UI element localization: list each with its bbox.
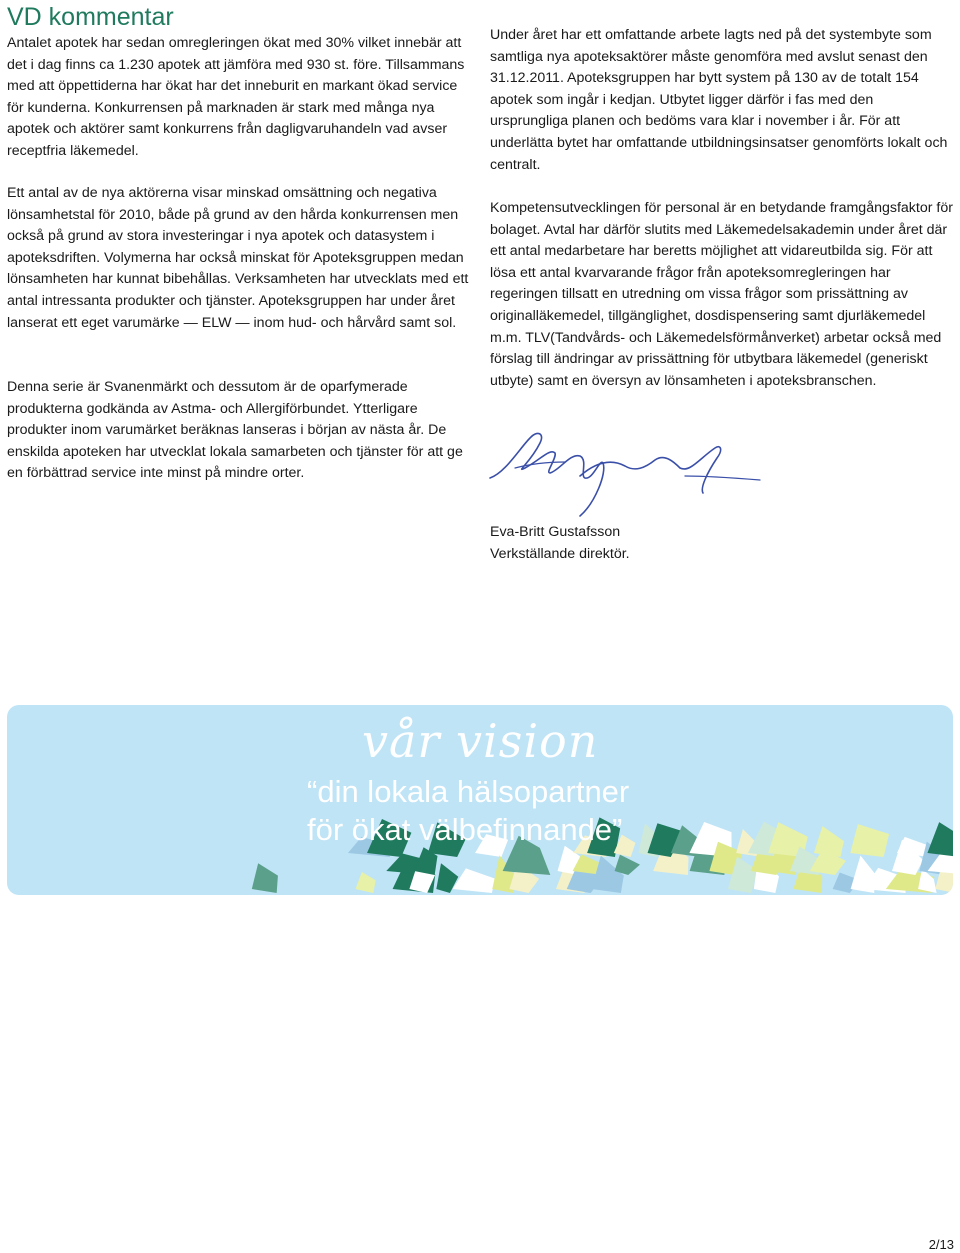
mosaic-tile <box>927 822 953 857</box>
mosaic-tile <box>252 863 278 893</box>
vision-slogan-line-2: för ökat välbefinnande” <box>307 812 623 847</box>
mosaic-tile <box>453 868 495 893</box>
left-paragraph-2: Ett antal av de nya aktörerna visar minskad omsättning och negativa lönsamhetstal för 2010, både på grund av den hårda konkurrensen men också på grund av stora investeringar i nya apotek och datasystem i apoteksdriften. Volymerna har också minskat för Apoteksgruppen medan lönsamheten har kunnat bibehållas. Verksamheten har utvecklats med ett antal intressanta produkter och tjänster. Apoteksgruppen har under året lanserat ett eget varumärke — ELW — inom hud- och hårvård samt sol. <box>7 185 469 331</box>
vision-banner <box>7 705 953 895</box>
page-title: VD kommentar <box>7 3 174 31</box>
signatory-role: Verkställande direktör. <box>490 546 630 562</box>
signatory-name: Eva-Britt Gustafsson <box>490 524 621 540</box>
handwritten-signature <box>485 418 765 518</box>
right-paragraph-1: Under året har ett omfattande arbete lagts ned på det systembyte som samtliga nya apoteksaktörer måste genomföra med avslut senast den 31.12.2011. Apoteksgruppen har bytt system på 130 av de totalt 154 apotek som ingår i kedjan. Utbytet ligger därför i fas med den ursprungliga planen och bedöms vara klar i november i år. För att underlätta bytet har omfattande utbildningsinsatser genomförts lokalt och centralt. <box>490 27 948 173</box>
mosaic-tile <box>355 872 375 893</box>
left-paragraph-3: Denna serie är Svanenmärkt och dessutom är de oparfymerade produkterna godkända av Astma- och Allergiförbundet. Ytterligare produkter inom varumärket beräknas lanseras i början av nästa år. De enskilda apoteken har utvecklat lokala samarbeten och tjänster för att ge en förbättrad service inte minst på mindre orter. <box>7 379 463 482</box>
left-paragraph-1: Antalet apotek har sedan omregleringen ökat med 30% vilket innebär att det i dag finns ca 1.230 apotek att jämföra med 930 st. före. Tillsammans med att öppettiderna har ökat har det inneburit en markant ökad service för kunderna. Konkurrensen på marknaden är stark med många nya apotek och aktörer samt konkurrens från dagligvaruhandeln vad avser receptfria läkemedel. <box>7 35 465 159</box>
mosaic-tile <box>615 855 640 875</box>
vision-slogan-line-1: “din lokala hälsopartner <box>307 774 630 809</box>
mosaic-tile <box>814 826 844 857</box>
vision-heading: vår vision <box>362 714 599 768</box>
right-paragraph-2: Kompetensutvecklingen för personal är en betydande framgångsfaktor för bolaget. Avtal har därför slutits med Läkemedelsakademin under året där ett antal medarbetare har beretts möjlighet att vidareutbilda sig. För att lösa ett antal kvarvarande frågor från apoteksomregleringen har regeringen tillsatt en utredning om vissa frågor som prissättning av originalläkemedel, tillgänglighet, dosdispensering samt djurläkemedel m.m. TLV(Tandvårds- och Läkemedelsförmånverket) arbetar också med förslag till ändringar av prissättning för utbytbara läkemedel (generiskt utbyte) samt en översyn av lönsamheten i apoteksbranschen. <box>490 200 953 389</box>
page-number: 2/13 <box>928 1237 954 1252</box>
mosaic-tile <box>850 824 889 857</box>
